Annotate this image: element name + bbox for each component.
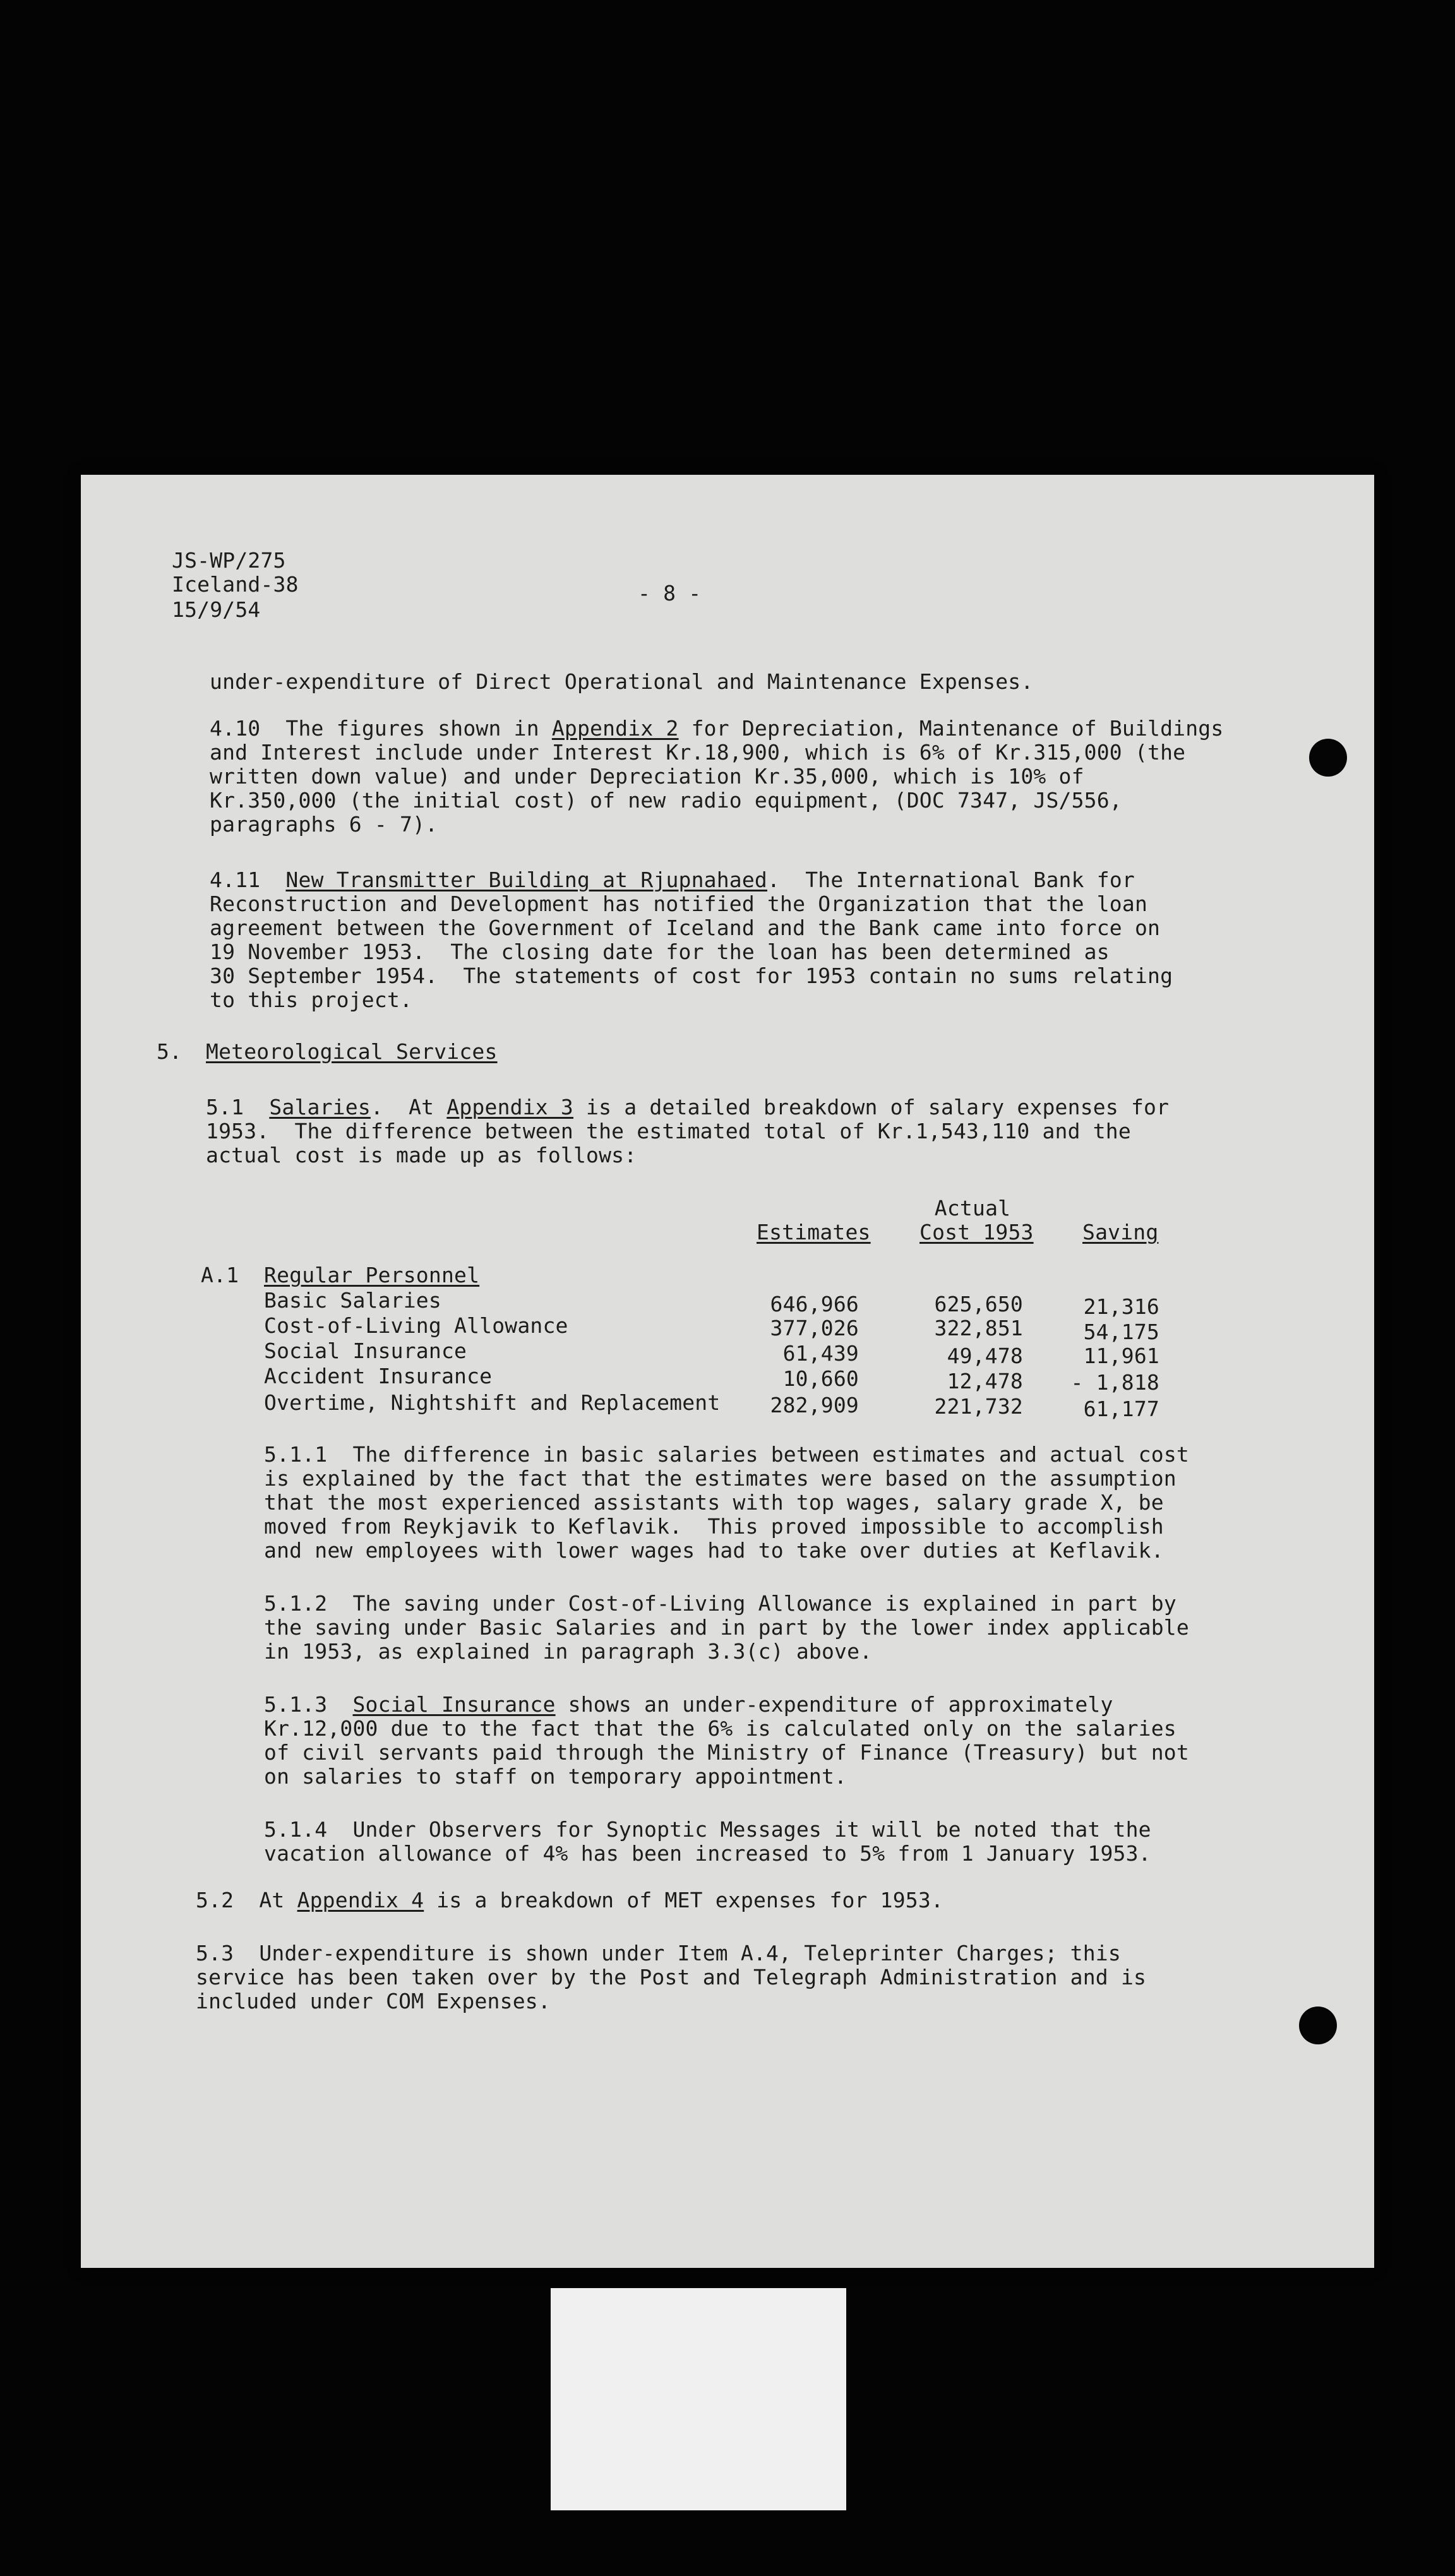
column-header-actual-top: Actual bbox=[934, 1196, 1011, 1220]
paragraph-5-1-4-line-1: 5.1.4 Under Observers for Synoptic Messages it will be noted that the bbox=[264, 1817, 1151, 1842]
paragraph-5-1-line-1: 5.1 Salaries. At Appendix 3 is a detailed breakdown of salary expenses for bbox=[206, 1095, 1170, 1119]
salaries-heading: Salaries bbox=[269, 1095, 371, 1119]
paragraph-4-11-line-6: to this project. bbox=[210, 987, 413, 1012]
item-title: Regular Personnel bbox=[264, 1263, 480, 1287]
document-reference: JS-WP/275 bbox=[172, 548, 286, 573]
paragraph-5-1-4-line-2: vacation allowance of 4% has been increased to 5% from 1 January 1953. bbox=[264, 1841, 1151, 1866]
section-5-title: Meteorological Services bbox=[206, 1039, 498, 1064]
appendix-2-reference: Appendix 2 bbox=[551, 716, 679, 741]
punch-hole-bottom bbox=[1299, 2007, 1337, 2044]
table-row-label: Overtime, Nightshift and Replacement bbox=[264, 1390, 721, 1415]
table-cell-estimate: 61,439 bbox=[782, 1341, 859, 1366]
paragraph-5-1-1-line-3: that the most experienced assistants with top wages, salary grade X, be bbox=[264, 1490, 1164, 1515]
paragraph-5-1-2-line-2: the saving under Basic Salaries and in part by the lower index applicable bbox=[264, 1615, 1189, 1640]
paragraph-5-1-2-line-3: in 1953, as explained in paragraph 3.3(c) above. bbox=[264, 1639, 873, 1664]
punch-hole-top bbox=[1309, 739, 1347, 777]
paragraph-5-3-line-1: 5.3 Under-expenditure is shown under Item A.4, Teleprinter Charges; this bbox=[196, 1941, 1121, 1965]
table-cell-estimate: 282,909 bbox=[770, 1393, 859, 1417]
paragraph-5-1-3-line-4: on salaries to staff on temporary appointment. bbox=[264, 1764, 847, 1789]
table-cell-estimate: 377,026 bbox=[770, 1316, 859, 1340]
column-header-estimates: Estimates bbox=[757, 1220, 871, 1244]
paragraph-5-1-3-line-1: 5.1.3 Social Insurance shows an under-expenditure of approximately bbox=[264, 1692, 1113, 1717]
blank-label-card bbox=[551, 2288, 846, 2510]
paragraph-5-3-line-2: service has been taken over by the Post and Telegraph Administration and is bbox=[196, 1965, 1147, 1989]
column-header-saving: Saving bbox=[1082, 1220, 1159, 1244]
paragraph-5-1-3-line-2: Kr.12,000 due to the fact that the 6% is calculated only on the salaries bbox=[264, 1716, 1177, 1741]
table-cell-saving: 11,961 bbox=[1083, 1344, 1159, 1368]
paragraph-4-11-line-1: 4.11 New Transmitter Building at Rjupnahaed. The International Bank for bbox=[210, 868, 1135, 892]
table-cell-actual: 625,650 bbox=[934, 1292, 1023, 1316]
paragraph-5-1-1-line-2: is explained by the fact that the estimates were based on the assumption bbox=[264, 1466, 1177, 1491]
paragraph-5-1-1-line-5: and new employees with lower wages had to take over duties at Keflavik. bbox=[264, 1538, 1164, 1563]
paragraph-5-1-line-2: 1953. The difference between the estimated total of Kr.1,543,110 and the bbox=[206, 1119, 1131, 1143]
table-cell-estimate: 646,966 bbox=[770, 1292, 859, 1316]
table-cell-actual: 322,851 bbox=[934, 1316, 1023, 1340]
paragraph-4-11-line-2: Reconstruction and Development has notified the Organization that the loan bbox=[210, 891, 1148, 916]
table-cell-actual: 49,478 bbox=[947, 1344, 1023, 1368]
social-insurance-heading: Social Insurance bbox=[352, 1692, 556, 1717]
paragraph-4-10-line-5: paragraphs 6 - 7). bbox=[210, 812, 438, 837]
paragraph-4-10-line-2: and Interest include under Interest Kr.18,900, which is 6% of Kr.315,000 (the bbox=[210, 740, 1186, 765]
document-date: 15/9/54 bbox=[172, 597, 261, 622]
table-cell-saving: 21,316 bbox=[1083, 1294, 1159, 1319]
table-cell-saving: - 1,818 bbox=[1070, 1370, 1159, 1395]
document-country-code: Iceland-38 bbox=[172, 572, 299, 597]
paragraph-4-10-line-4: Kr.350,000 (the initial cost) of new radio equipment, (DOC 7347, JS/556, bbox=[210, 788, 1122, 813]
intro-line: under-expenditure of Direct Operational and Maintenance Expenses. bbox=[210, 669, 1034, 694]
paragraph-5-1-3-line-3: of civil servants paid through the Ministry of Finance (Treasury) but not bbox=[264, 1740, 1189, 1765]
section-5-number: 5. bbox=[157, 1039, 183, 1064]
page-number: - 8 - bbox=[638, 581, 702, 605]
paragraph-4-11-line-4: 19 November 1953. The closing date for the loan has been determined as bbox=[210, 939, 1110, 964]
table-cell-saving: 54,175 bbox=[1083, 1320, 1159, 1344]
paragraph-5-3-line-3: included under COM Expenses. bbox=[196, 1989, 551, 2013]
paragraph-5-1-1-line-1: 5.1.1 The difference in basic salaries between estimates and actual cost bbox=[264, 1442, 1189, 1467]
table-cell-estimate: 10,660 bbox=[782, 1366, 859, 1391]
paragraph-4-10-line-1: 4.10 The figures shown in Appendix 2 for Depreciation, Maintenance of Buildings bbox=[210, 716, 1224, 741]
table-row-label: Accident Insurance bbox=[264, 1364, 493, 1388]
appendix-3-reference: Appendix 3 bbox=[446, 1095, 573, 1119]
table-row-label: Basic Salaries bbox=[264, 1288, 441, 1313]
paragraph-4-10-line-3: written down value) and under Depreciation Kr.35,000, which is 10% of bbox=[210, 764, 1084, 789]
paragraph-5-2: 5.2 At Appendix 4 is a breakdown of MET expenses for 1953. bbox=[196, 1888, 944, 1912]
new-transmitter-building-heading: New Transmitter Building at Rjupnahaed bbox=[285, 868, 767, 892]
paragraph-4-11-line-3: agreement between the Government of Iceland and the Bank came into force on bbox=[210, 915, 1161, 940]
table-cell-actual: 12,478 bbox=[947, 1369, 1023, 1393]
paragraph-5-1-2-line-1: 5.1.2 The saving under Cost-of-Living Allowance is explained in part by bbox=[264, 1591, 1177, 1616]
table-cell-actual: 221,732 bbox=[934, 1394, 1023, 1419]
paragraph-5-1-line-3: actual cost is made up as follows: bbox=[206, 1143, 637, 1167]
appendix-4-reference: Appendix 4 bbox=[297, 1888, 424, 1912]
paragraph-5-1-1-line-4: moved from Reykjavik to Keflavik. This proved impossible to accomplish bbox=[264, 1514, 1164, 1539]
column-header-actual-cost: Cost 1953 bbox=[919, 1220, 1034, 1244]
paragraph-4-11-line-5: 30 September 1954. The statements of cost for 1953 contain no sums relating bbox=[210, 963, 1173, 988]
table-row-label: Cost-of-Living Allowance bbox=[264, 1313, 568, 1338]
table-cell-saving: 61,177 bbox=[1083, 1397, 1159, 1421]
table-row-label: Social Insurance bbox=[264, 1339, 467, 1363]
item-code: A.1 bbox=[201, 1263, 239, 1287]
